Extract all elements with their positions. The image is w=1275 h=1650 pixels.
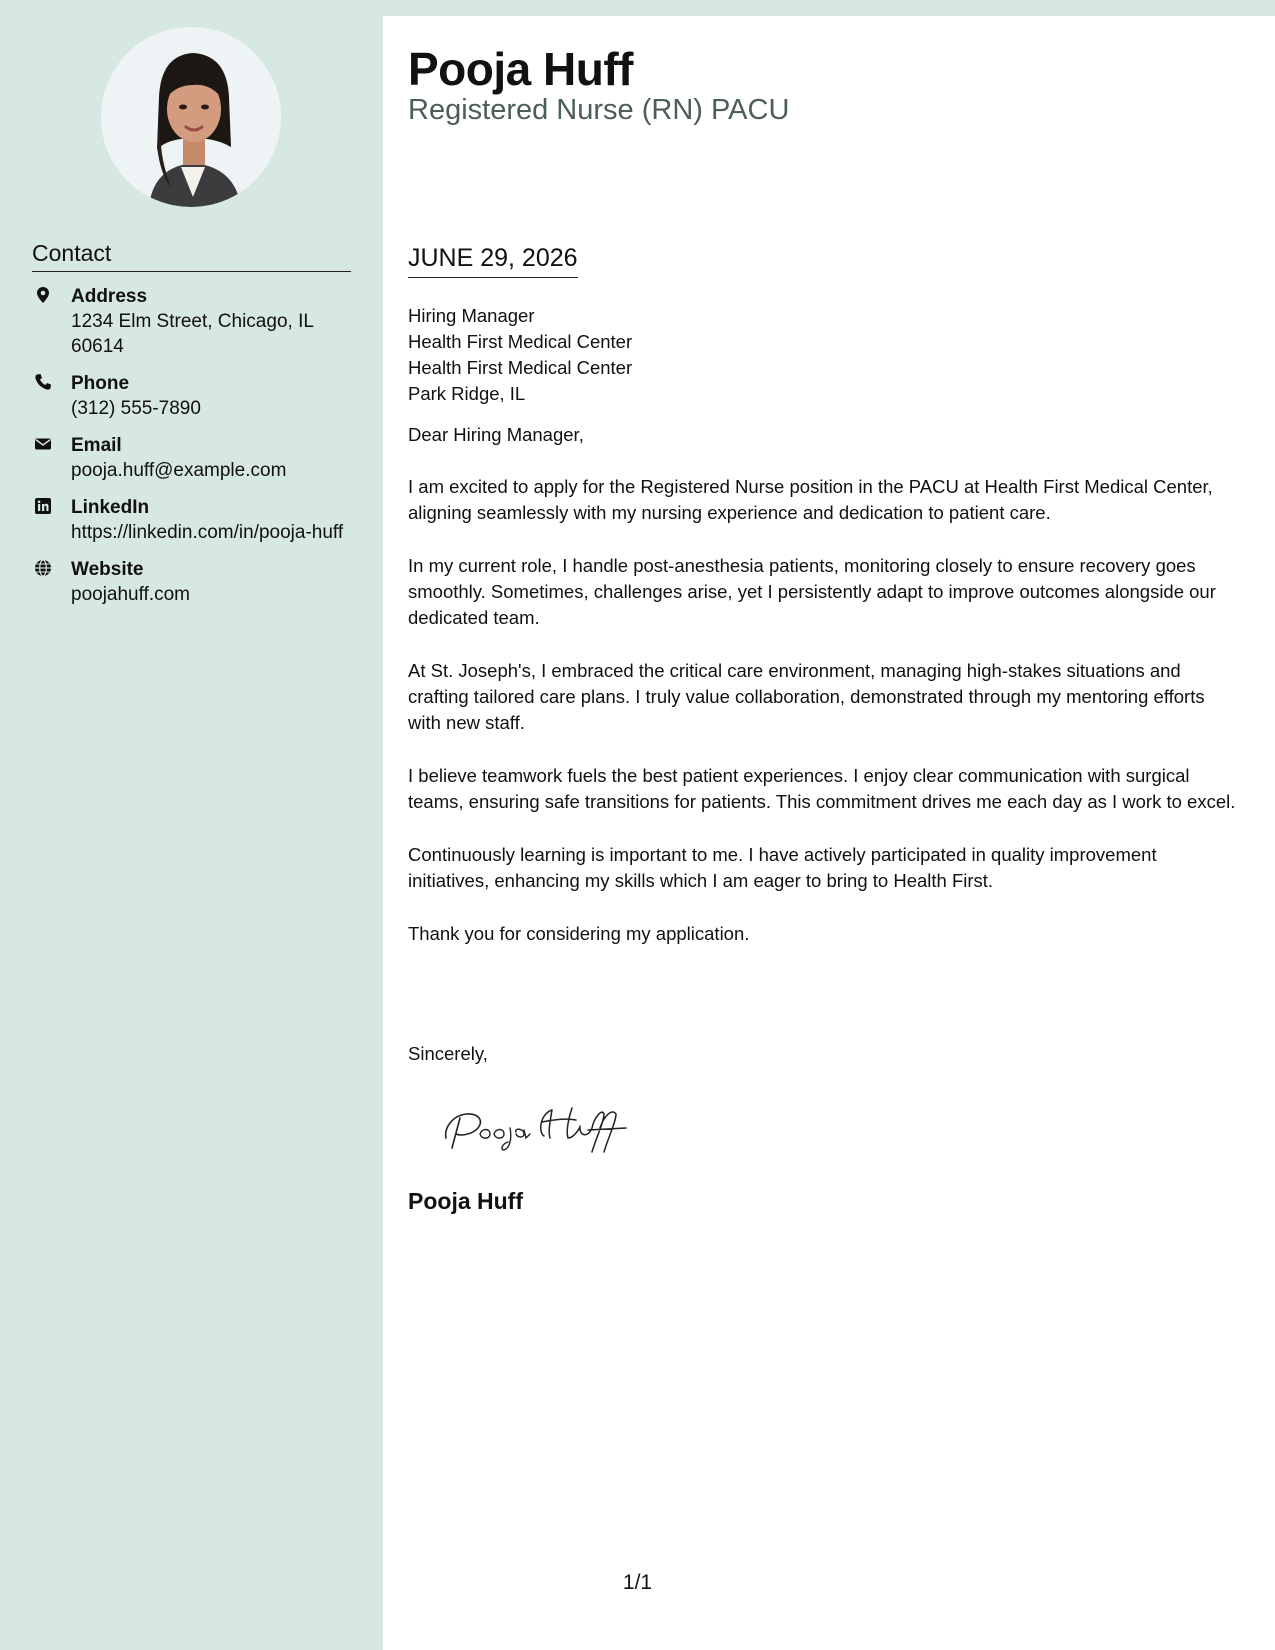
- sidebar: [0, 0, 383, 1650]
- profile-photo: [101, 27, 281, 207]
- letter-paragraph: Thank you for considering my application.: [408, 923, 750, 944]
- letter-paragraph: Continuously learning is important to me. I have actively participated in quality improvement initiatives, enhancing my skills which I am eager to bring to Health First.: [408, 844, 1157, 891]
- contact-value[interactable]: poojahuff.com: [71, 584, 191, 605]
- contact-item-address: [32, 284, 352, 359]
- signed-name: Pooja Huff: [408, 1188, 523, 1214]
- linkedin-icon: [34, 497, 52, 515]
- contact-item-email: [32, 433, 352, 483]
- contact-item-website: [32, 557, 352, 607]
- contact-item-linkedin: [32, 495, 352, 545]
- applicant-name: Pooja Huff: [408, 43, 633, 95]
- page-number: 1/1: [622, 1571, 653, 1594]
- recipient-line: Hiring Manager: [408, 305, 535, 326]
- recipient-line: Health First Medical Center: [408, 357, 633, 378]
- letter-paragraph: I am excited to apply for the Registered Nurse position in the PACU at Health First Medical Center, aligning seamlessly with my nursing experience and dedication to patient care.: [408, 476, 1213, 523]
- contact-label: Email: [71, 435, 122, 456]
- letter-body: [408, 303, 1238, 974]
- recipient-block: [408, 303, 1238, 407]
- contact-value[interactable]: https://linkedin.com/in/pooja-huff: [71, 522, 344, 543]
- letter-paragraph: At St. Joseph's, I embraced the critical care environment, managing high-stakes situations and crafting tailored care plans. I truly value collaboration, demonstrated through my mentoring efforts with new staff.: [408, 660, 1205, 733]
- recipient-line: Health First Medical Center: [408, 331, 633, 352]
- contact-heading: Contact: [32, 240, 351, 272]
- job-title: Registered Nurse (RN) PACU: [408, 94, 790, 126]
- envelope-icon: [34, 435, 52, 453]
- contact-label: Address: [71, 286, 148, 307]
- globe-icon: [34, 559, 52, 577]
- greeting: Dear Hiring Manager,: [408, 424, 584, 445]
- contact-item-phone: [32, 371, 352, 421]
- map-pin-icon: [34, 286, 52, 304]
- contact-label: LinkedIn: [71, 497, 150, 518]
- contact-label: Website: [71, 559, 144, 580]
- letter-paragraph: I believe teamwork fuels the best patient experiences. I enjoy clear communication with surgical teams, ensuring safe transitions for patients. This commitment drives me each day as I work to excel.: [408, 765, 1236, 812]
- contact-value: pooja.huff@example.com: [71, 460, 287, 481]
- contact-value: 1234 Elm Street, Chicago, IL 60614: [71, 311, 314, 357]
- closing: Sincerely,: [408, 1043, 488, 1064]
- letter-date: JUNE 29, 2026: [408, 244, 578, 278]
- phone-icon: [34, 373, 52, 391]
- contact-list: [32, 284, 352, 619]
- profile-photo-image: [101, 27, 281, 207]
- contact-label: Phone: [71, 373, 130, 394]
- recipient-line: Park Ridge, IL: [408, 383, 526, 404]
- handwritten-signature: [440, 1098, 640, 1154]
- signature: [440, 1098, 640, 1159]
- letter-paragraph: In my current role, I handle post-anesthesia patients, monitoring closely to ensure recovery goes smoothly. Sometimes, challenges arise, yet I persistently adapt to improve outcomes alongside our dedicated team.: [408, 555, 1216, 628]
- contact-value: (312) 555-7890: [71, 398, 201, 419]
